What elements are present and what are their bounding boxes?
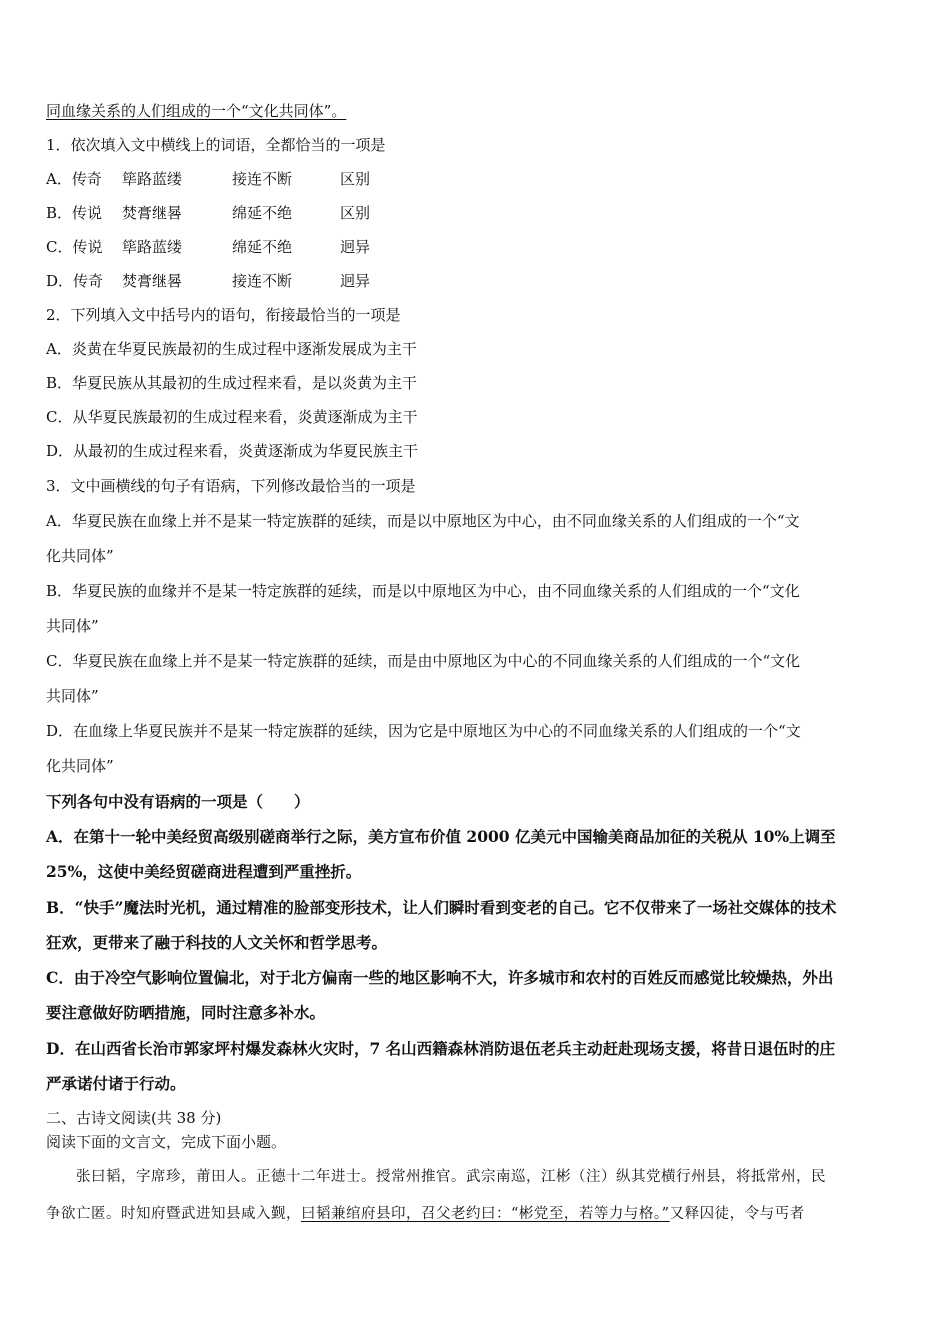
q4-option-c-line1: C．由于冷空气影响位置偏北，对于北方偏南一些的地区影响不大，许多城市和农村的百姓反而感觉比较燥热，外出 xyxy=(46,968,834,987)
q1-option-d: D．传奇 焚膏继晷 接连不断 迥异 xyxy=(46,272,371,290)
q3-option-b-line1: B．华夏民族的血缘并不是某一特定族群的延续，而是以中原地区为中心，由不同血缘关系的人们组成的一个“文化 xyxy=(46,582,800,600)
q4-option-d-line1: D．在山西省长治市郭家坪村爆发森林火灾时，7 名山西籍森林消防退伍老兵主动赶赴现场支援，将昔日退伍时的庄 xyxy=(46,1039,836,1058)
section2-instruction: 阅读下面的文言文，完成下面小题。 xyxy=(46,1133,287,1151)
q4-option-b-line1: B．“快手”魔法时光机，通过精准的脸部变形技术，让人们瞬时看到变老的自己。它不仅带来了一场社交媒体的技术 xyxy=(46,898,837,917)
intro-line: 同血缘关系的人们组成的一个“文化共同体”。 xyxy=(46,102,347,120)
q4-option-d-line2: 严承诺付诸于行动。 xyxy=(46,1074,186,1093)
q2-option-c: C．从华夏民族最初的生成过程来看，炎黄逐渐成为主干 xyxy=(46,408,418,426)
q1-option-c: C．传说 筚路蓝缕 绵延不绝 迥异 xyxy=(46,238,371,256)
q3-stem: 3．文中画横线的句子有语病，下列修改最恰当的一项是 xyxy=(46,477,416,495)
q4-option-a-line1: A．在第十一轮中美经贸高级别磋商举行之际，美方宣布价值 2000 亿美元中国输美商品加征的关税从 10%上调至 xyxy=(46,827,836,846)
q2-option-a: A．炎黄在华夏民族最初的生成过程中逐渐发展成为主干 xyxy=(46,340,417,358)
q1-option-b: B．传说 焚膏继晷 绵延不绝 区别 xyxy=(46,204,371,222)
q4-option-c-line2: 要注意做好防晒措施，同时注意多补水。 xyxy=(46,1003,326,1022)
underlined-sentence: 曰韬兼绾府县印，召父老约曰：“彬党至，若等力与格。” xyxy=(301,1206,670,1222)
q1-option-a: A．传奇 筚路蓝缕 接连不断 区别 xyxy=(46,170,371,188)
q4-option-b-line2: 狂欢，更带来了融于科技的人文关怀和哲学思考。 xyxy=(46,933,388,952)
q3-option-c-line1: C．华夏民族在血缘上并不是某一特定族群的延续，而是由中原地区为中心的不同血缘关系的人们组成的一个“文化 xyxy=(46,652,801,670)
q4-option-a-line2: 25%，这使中美经贸磋商进程遭到严重挫折。 xyxy=(46,862,362,881)
q3-option-d-line2: 化共同体” xyxy=(46,757,114,775)
q3-option-b-line2: 共同体” xyxy=(46,617,99,635)
q3-option-a-line2: 化共同体” xyxy=(46,547,114,565)
section2-heading: 二、古诗文阅读(共 38 分) xyxy=(46,1109,222,1127)
q2-stem: 2．下列填入文中括号内的语句，衔接最恰当的一项是 xyxy=(46,306,401,324)
q3-option-a-line1: A．华夏民族在血缘上并不是某一特定族群的延续，而是以中原地区为中心，由不同血缘关系的人们组成的一个“文 xyxy=(46,512,800,530)
q4-stem: 下列各句中没有语病的一项是（ ） xyxy=(46,792,310,811)
q3-option-d-line1: D．在血缘上华夏民族并不是某一特定族群的延续，因为它是中原地区为中心的不同血缘关系的人们组成的一个“文 xyxy=(46,722,801,740)
q1-stem: 1．依次填入文中横线上的词语，全都恰当的一项是 xyxy=(46,136,386,154)
q2-option-d: D．从最初的生成过程来看，炎黄逐渐成为华夏民族主干 xyxy=(46,442,419,460)
classical-text-line1: 张曰韬，字席珍，莆田人。正德十二年进士。授常州推官。武宗南巡，江彬（注）纵其党横行州县，将抵常州，民 xyxy=(46,1169,826,1185)
q2-option-b: B．华夏民族从其最初的生成过程来看，是以炎黄为主干 xyxy=(46,374,418,392)
q3-option-c-line2: 共同体” xyxy=(46,687,99,705)
classical-text-line2: 争欲亡匿。时知府暨武进知县咸入觐，曰韬兼绾府县印，召父老约曰：“彬党至，若等力与格。”又释囚徒，令与丐者 xyxy=(46,1206,805,1222)
